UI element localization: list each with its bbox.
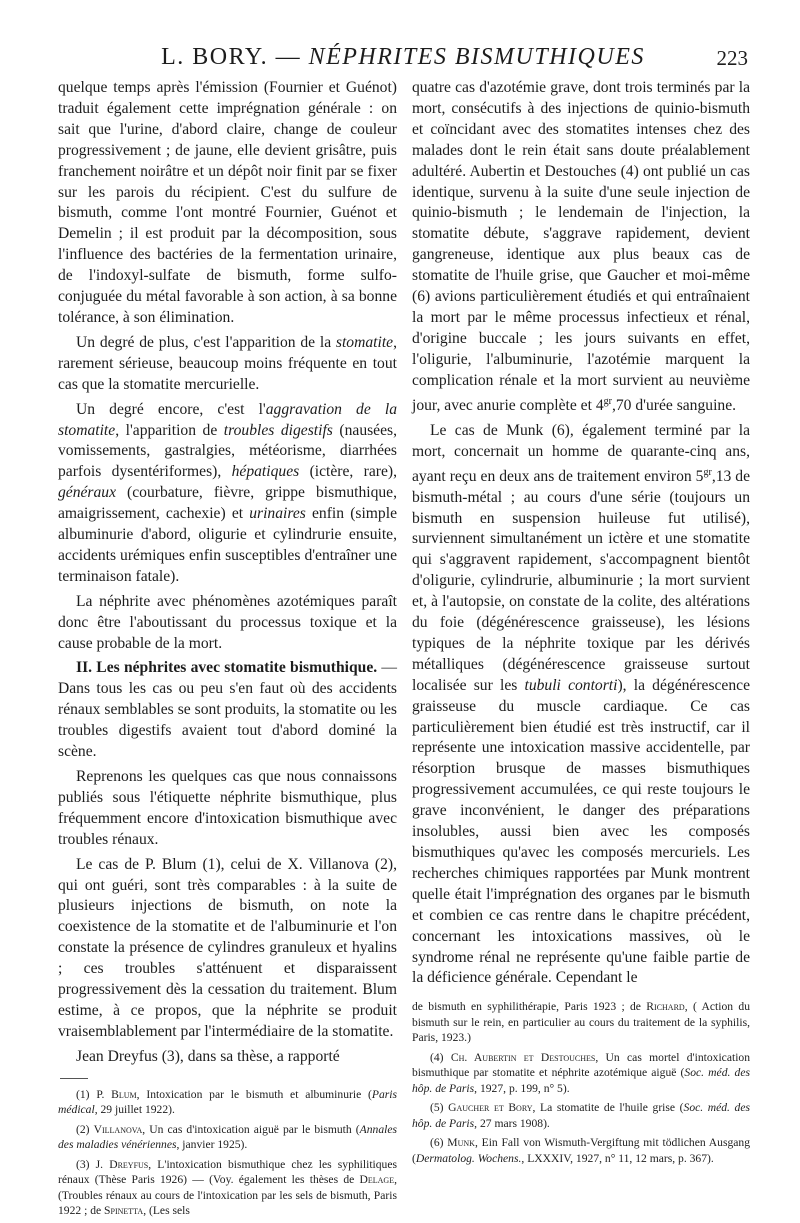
running-header (58, 44, 748, 74)
section-heading: II. Les néphrites avec stomatite bismuthique. (76, 659, 378, 677)
page-number: 223 (716, 46, 748, 70)
footnote: (5) Gaucher et Bory, La stomatite de l'huile grise (Soc. méd. des hôp. de Paris, 27 mars 1908). (412, 1101, 750, 1130)
right-column (412, 78, 750, 1170)
paragraph: Jean Dreyfus (3), dans sa thèse, a rapporté (76, 1047, 340, 1065)
footnote: (1) P. Blum, Intoxication par le bismuth et albuminurie (Paris médical, 29 juillet 1922). (58, 1087, 397, 1117)
footnote: (6) Munk, Ein Fall von Wismuth-Vergiftung mit tödlichen Ausgang (Dermatolog. Wochens., LXXXIV, 1927, n° 11, 12 mars, p. 367). (412, 1136, 751, 1165)
paragraph: Le cas de Munk (6), également terminé par la mort, concernait un homme de quarante-cinq ans, ayant reçu en deux ans de traitement environ $5^{gr},13$ de bismuth-métal ; au cours d'une série (toujours un bismuth en suspension huileuse fut utilisé), surviennent simultanément un ictère et une stomatite qui s'aggravent rapidement, s'accompagnent bientôt d'oligurie, cylindrurie, albuminurie ; la mort survient et, à l'autopsie, on constate de la colite, des altérations du foie (dégénérescence graisseuse), les lésions typiques de la néphrite toxique par les dérivés métalliques (dégénérescence graisseuse surtout localisée sur les tubuli contorti), la dégénérescence graisseuse du muscle cardiaque. Ce cas particulièrement bien étudié est très instructif, car il représente une intoxication massive accidentelle, par résorption brusque de masses bismuthiques progressivement accumulées, ce qui reste toujours le grave inconvénient, le danger des préparations insolubles, aussi bien avec les composés bismuthiques qu'avec les composés mercuriels. Les recherches chimiques rapportées par Munk montrent quelle était l'imprégnation des organes par le bismuth et combien ce cas rentre dans le chapitre précédent, concernant les intoxications massives, où le syndrome rénal ne représente qu'une faible partie de la déficience générale. Cependant le (412, 421, 751, 987)
paragraph: Le cas de P. Blum (1), celui de X. Villanova (2), qui ont guéri, sont très comparables : à la suite de plusieurs injections de bismuth, on note la coexistence de la stomatite et de l'albuminurie et l'on constate la présence de cylindres granuleux et hyalins ; ces troubles s'atténuent et disparaissent progressivement dès la cessation du traitement. Blum estime, à ce propos, que la néphrite se produit vraisemblablement par l'intermédiaire de la stomatite. (58, 855, 397, 1040)
footnote: (4) Ch. Aubertin et Destouches, Un cas mortel d'intoxication bismuthique par stomatite et néphrite azotémique aiguë (Soc. méd. des hôp. de Paris, 1927, p. 199, n° 5). (412, 1050, 751, 1095)
header-author: L. BORY. (161, 44, 269, 70)
footnote: de bismuth en syphilithérapie, Paris 1923 ; de Richard, ( Action du bismuth sur le rein, en particulier au cours du traitement de la syphilis, Paris, 1923.) (412, 1000, 750, 1045)
paragraph: quatre cas d'azotémie grave, dont trois terminés par la mort, consécutifs à des injections de quinio-bismuth et coïncidant avec des stomatites intenses chez des malades dont le rein était sans doute préalablement adultéré. Aubertin et Destouches (4) ont publié un cas identique, survenu à la suite d'une seule injection de quinio-bismuth ; le lendemain de l'injection, la stomatite débute, s'aggrave rapidement, devient gangreneuse, identique aux plus beaux cas de stomatite de l'huile grise, que Gaucher et moi-même (6) avions particulièrement étudiés et qui entraînaient la mort par le même processus infectieux et rénal, d'origine buccale ; les jours suivants en effet, l'oligurie, l'albuminurie, l'azotémie marquent la complication rénale et la mort survient au neuvième jour, avec anurie complète et $4^{gr},70$ d'urée sanguine. (412, 79, 750, 414)
paragraph: La néphrite avec phénomènes azotémiques paraît donc être l'aboutissant du processus toxique et la cause probable de la mort. (58, 592, 397, 652)
footnote: (2) Villanova, Un cas d'intoxication aiguë par le bismuth (Annales des maladies vénériennes, janvier 1925). (58, 1122, 397, 1152)
paragraph: Un degré de plus, c'est l'apparition de la stomatite, rarement sérieuse, beaucoup moins fréquente en tout cas que la stomatite mercurielle. (58, 333, 397, 393)
footnote: (3) J. Dreyfus, L'intoxication bismuthique chez les syphilitiques rénaux (Thèse Paris 1926) — (Voy. également les thèses de Delage, (Troubles rénaux au cours de l'intoxication par les sels de bismuth, Paris 1922 ; de Spinetta, (Les sels (58, 1157, 398, 1218)
running-title (58, 44, 748, 71)
paragraph: Reprenons les quelques cas que nous connaissons publiés sous l'étiquette néphrite bismuthique, plus fréquemment encore d'intoxication bismuthique avec troubles rénaux. (58, 768, 397, 848)
left-column (58, 78, 397, 1223)
section-heading-paragraph: II. Les néphrites avec stomatite bismuthique. — Dans tous les cas ou peu s'en faut où des accidents rénaux semblables se sont produits, la stomatite ou les troubles digestifs avaient tout d'abord dominé la scène. (58, 659, 397, 761)
header-title: NÉPHRITES BISMUTHIQUES (308, 44, 645, 70)
paragraph: Un degré encore, c'est l'aggravation de la stomatite, l'apparition de troubles digestifs (nausées, vomissements, gastralgies, météorisme, diarrhées parfois dysentériformes), hépatiques (ictère, rare), généraux (courbature, fièvre, grippe bismuthique, amaigrissement, cachexie) et urinaires enfin (simple albuminurie d'abord, oligurie et cylindrurie ensuite, accidents urémiques enfin susceptibles d'entraîner une terminaison fatale). (58, 400, 397, 585)
header-dash: — (268, 44, 309, 70)
paragraph: quelque temps après l'émission (Fournier et Guénot) traduit également cette imprégnation générale : on sait que l'urine, d'abord claire, change de couleur progressivement ; de jaune, elle devient grisâtre, puis franchement noirâtre et un dépôt noir finit par se fixer sur les parois du récipient. C'est du sulfure de bismuth, comme l'ont montré Fournier, Guénot et Demelin ; il est produit par la décomposition, sous l'influence des bactéries de la fermentation urinaire, de l'indoxyl-sulfate de bismuth, forme sulfo-conjuguée du métal favorable à son action, à sa bonne tolérance, à son élimination. (58, 79, 397, 326)
footnote-divider (60, 1078, 88, 1079)
